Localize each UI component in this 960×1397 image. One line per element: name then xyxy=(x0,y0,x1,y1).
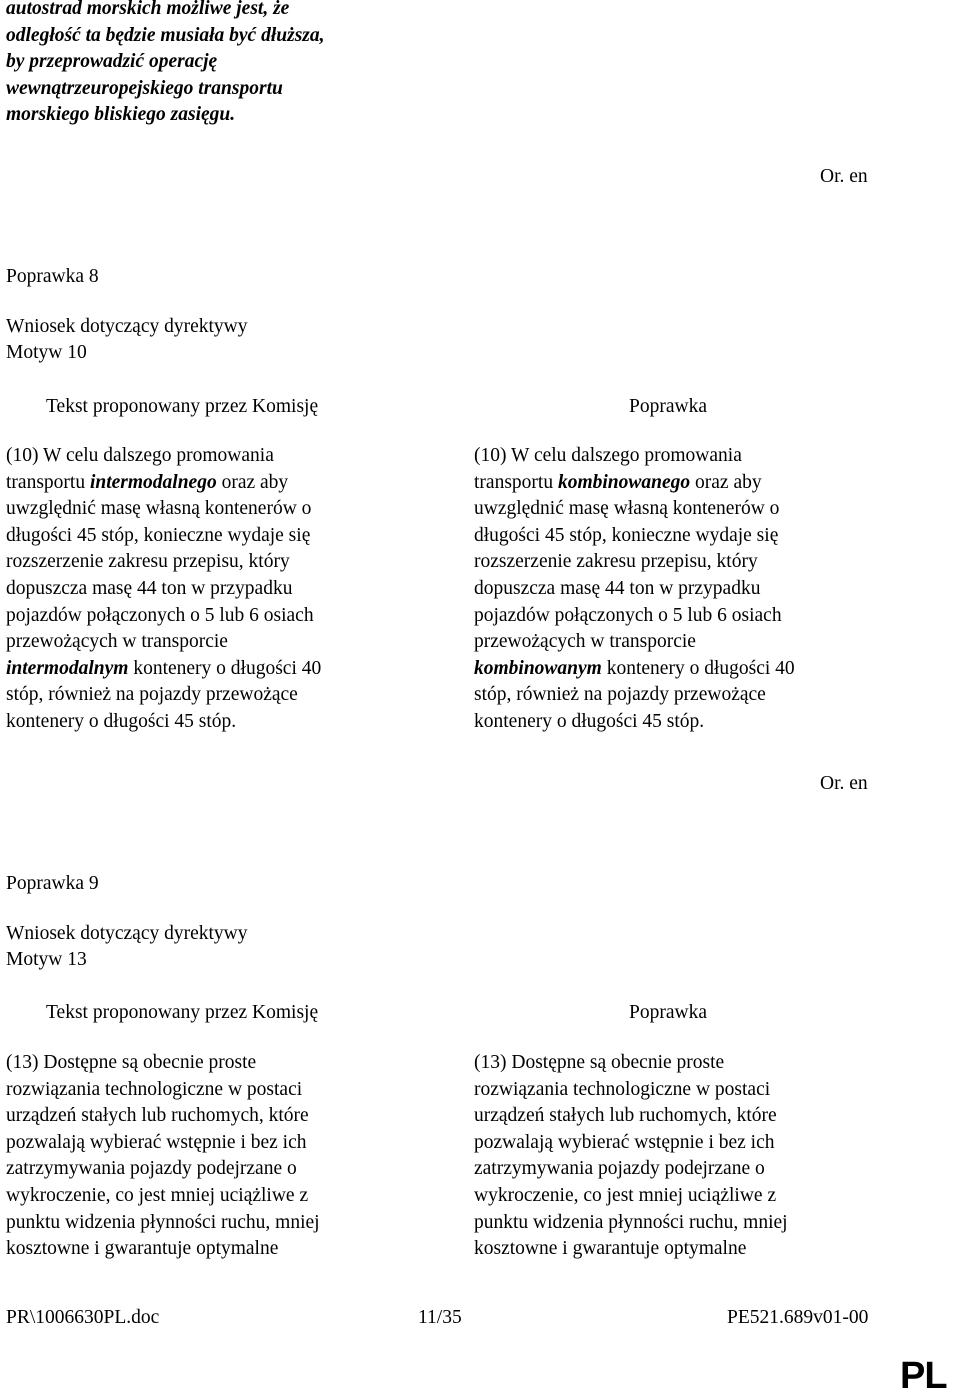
text-line: punktu widzenia płynności ruchu, mniej xyxy=(474,1211,788,1233)
amendment-recital: Motyw 10 xyxy=(6,342,87,363)
text-line: przewożących w transporcie xyxy=(6,631,228,653)
text-line: by przeprowadzić operację xyxy=(6,51,218,73)
text-line: morskiego bliskiego zasięgu. xyxy=(6,104,236,126)
text-line: zatrzymywania pojazdy podejrzane o xyxy=(6,1158,297,1180)
amendment-subtitle: Wniosek dotyczący dyrektywy xyxy=(6,316,248,337)
text-line: pozwalają wybierać wstępnie i bez ich xyxy=(6,1131,307,1153)
text-line: kontenery o długości 45 stóp. xyxy=(474,710,705,732)
text-line: intermodalnym kontenery o długości 40 xyxy=(6,657,322,679)
text-line: (13) Dostępne są obecnie proste xyxy=(474,1052,725,1073)
text-line: autostrad morskich możliwe jest, że xyxy=(6,0,290,19)
text-line: (10) W celu dalszego promowania xyxy=(474,445,742,466)
text-line: pojazdów połączonych o 5 lub 6 osiach xyxy=(474,604,782,626)
column-header-commission: Tekst proponowany przez Komisję xyxy=(46,1002,319,1023)
amendment-text-column xyxy=(474,1050,788,1263)
text-line: rozszerzenie zakresu przepisu, który xyxy=(6,551,290,573)
text-line: stóp, również na pojazdy przewożące xyxy=(474,684,766,706)
amendment-recital: Motyw 13 xyxy=(6,949,87,970)
footer-pe-reference: PE521.689v01-00 xyxy=(727,1307,869,1328)
text-line: stóp, również na pojazdy przewożące xyxy=(6,684,298,706)
amendment-title: Poprawka 9 xyxy=(6,873,99,894)
text-line: transportu intermodalnego oraz aby xyxy=(6,471,289,493)
text-line: długości 45 stóp, konieczne wydaje się xyxy=(474,524,779,546)
footer-page-number: 11/35 xyxy=(418,1307,462,1328)
original-language-label: Or. en xyxy=(820,166,868,187)
text-line: kombinowanym kontenery o długości 40 xyxy=(474,657,795,679)
text-line: długości 45 stóp, konieczne wydaje się xyxy=(6,524,311,546)
text-line: kontenery o długości 45 stóp. xyxy=(6,710,237,732)
text-line: wykroczenie, co jest mniej uciążliwe z xyxy=(474,1184,777,1206)
text-line: urządzeń stałych lub ruchomych, które xyxy=(6,1105,309,1127)
changed-term: kombinowanym xyxy=(474,657,602,679)
text-line: urządzeń stałych lub ruchomych, które xyxy=(474,1105,777,1127)
text-line: wewnątrzeuropejskiego transportu xyxy=(6,77,283,99)
text-line: rozwiązania technologiczne w postaci xyxy=(6,1078,303,1100)
text-line: dopuszcza masę 44 ton w przypadku xyxy=(6,577,293,599)
column-header-commission: Tekst proponowany przez Komisję xyxy=(46,396,319,417)
amendment-subtitle: Wniosek dotyczący dyrektywy xyxy=(6,923,248,944)
text-line: kosztowne i gwarantuje optymalne xyxy=(6,1238,279,1260)
text-line: uwzględnić masę własną kontenerów o xyxy=(474,498,780,520)
text-line: zatrzymywania pojazdy podejrzane o xyxy=(474,1158,765,1180)
text-line: punktu widzenia płynności ruchu, mniej xyxy=(6,1211,320,1233)
changed-term: intermodalnym xyxy=(6,657,129,679)
text-line: wykroczenie, co jest mniej uciążliwe z xyxy=(6,1184,309,1206)
changed-term: intermodalnego xyxy=(89,471,217,493)
original-language-label: Or. en xyxy=(820,773,868,794)
amendment-text-column xyxy=(474,443,795,736)
commission-text-column xyxy=(6,443,321,736)
text-line: odległość ta będzie musiała być dłuższa, xyxy=(6,24,325,46)
text-line: transportu kombinowanego oraz aby xyxy=(474,471,762,493)
language-code-mark: PL xyxy=(900,1355,947,1397)
text-line: dopuszcza masę 44 ton w przypadku xyxy=(474,577,761,599)
text-line: rozwiązania technologiczne w postaci xyxy=(474,1078,771,1100)
text-line: rozszerzenie zakresu przepisu, który xyxy=(474,551,758,573)
text-line: pozwalają wybierać wstępnie i bez ich xyxy=(474,1131,775,1153)
text-line: pojazdów połączonych o 5 lub 6 osiach xyxy=(6,604,314,626)
amendment-title: Poprawka 8 xyxy=(6,266,99,287)
commission-text-column xyxy=(6,1050,320,1263)
text-line: (13) Dostępne są obecnie proste xyxy=(6,1052,257,1073)
text-line: kosztowne i gwarantuje optymalne xyxy=(474,1238,747,1260)
text-line: (10) W celu dalszego promowania xyxy=(6,445,274,466)
footer-document-reference: PR\1006630PL.doc xyxy=(6,1307,160,1328)
column-header-amendment: Poprawka xyxy=(629,1002,707,1023)
continued-amendment-text xyxy=(6,0,325,129)
changed-term: kombinowanego xyxy=(557,471,691,493)
text-line: przewożących w transporcie xyxy=(474,631,696,653)
column-header-amendment: Poprawka xyxy=(629,396,707,417)
text-line: uwzględnić masę własną kontenerów o xyxy=(6,498,312,520)
